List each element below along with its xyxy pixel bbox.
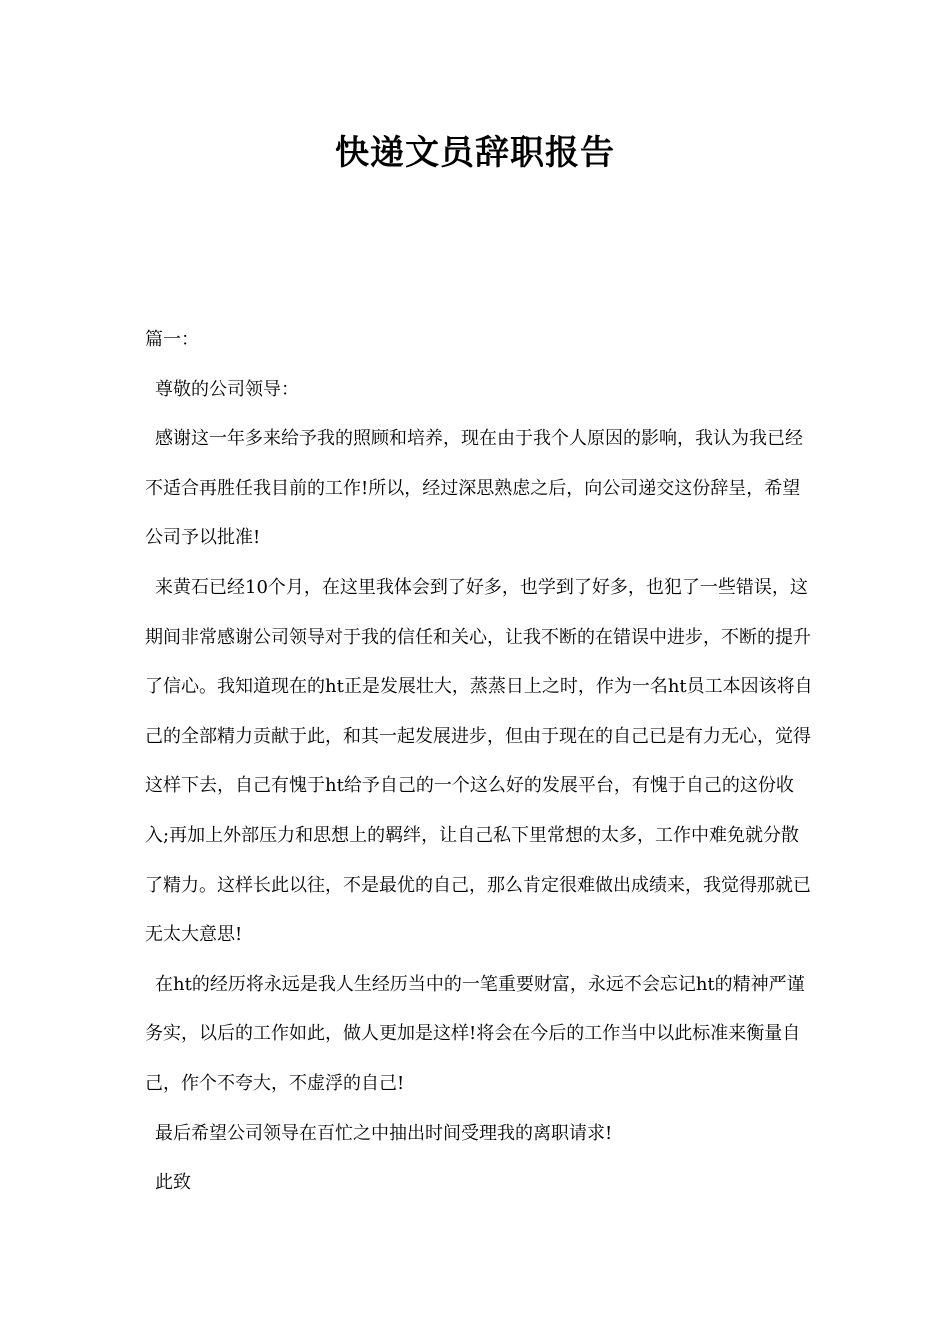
document-title: 快递文员辞职报告	[335, 133, 615, 173]
paragraph-section-label: 篇一：	[145, 329, 199, 350]
paragraph-body-4: 最后希望公司领导在百忙之中抽出时间受理我的离职请求!	[155, 1122, 613, 1144]
paragraph-body-3: 在ht的经历将永远是我人生经历当中的一笔重要财富，永远不会忘记ht的精神严谨务实，以后的工作如此，做人更加是这样!将会在今后的工作当中以此标准来衡量自己，作个不夸大，不虚浮的自己!	[145, 973, 805, 1094]
paragraph-body-1: 感谢这一年多来给予我的照顾和培养，现在由于我个人原因的影响，我认为我已经不适合再胜任我目前的工作!所以，经过深思熟虑之后，向公司递交这份辞呈，希望公司予以批准!	[145, 428, 803, 549]
paragraph-salutation: 尊敬的公司领导：	[155, 378, 299, 400]
document-body	[145, 315, 817, 1208]
paragraph-body-2: 来黄石已经10个月，在这里我体会到了好多，也学到了好多，也犯了一些错误，这期间非常感谢公司领导对于我的信任和关心，让我不断的在错误中进步，不断的提升了信心。我知道现在的ht正是发展壮大，蒸蒸日上之时，作为一名ht员工本因该将自己的全部精力贡献于此，和其一起发展进步，但由于现在的自己已是有力无心，觉得这样下去，自己有愧于ht给予自己的一个这么好的发展平台，有愧于自己的这份收入;再加上外部压力和思想上的羁绊，让自己私下里常想的太多，工作中难免就分散了精力。这样长此以往，不是最优的自己，那么肯定很难做出成绩来，我觉得那就已无太大意思!	[145, 576, 813, 946]
paragraph-closing: 此致	[155, 1172, 191, 1194]
